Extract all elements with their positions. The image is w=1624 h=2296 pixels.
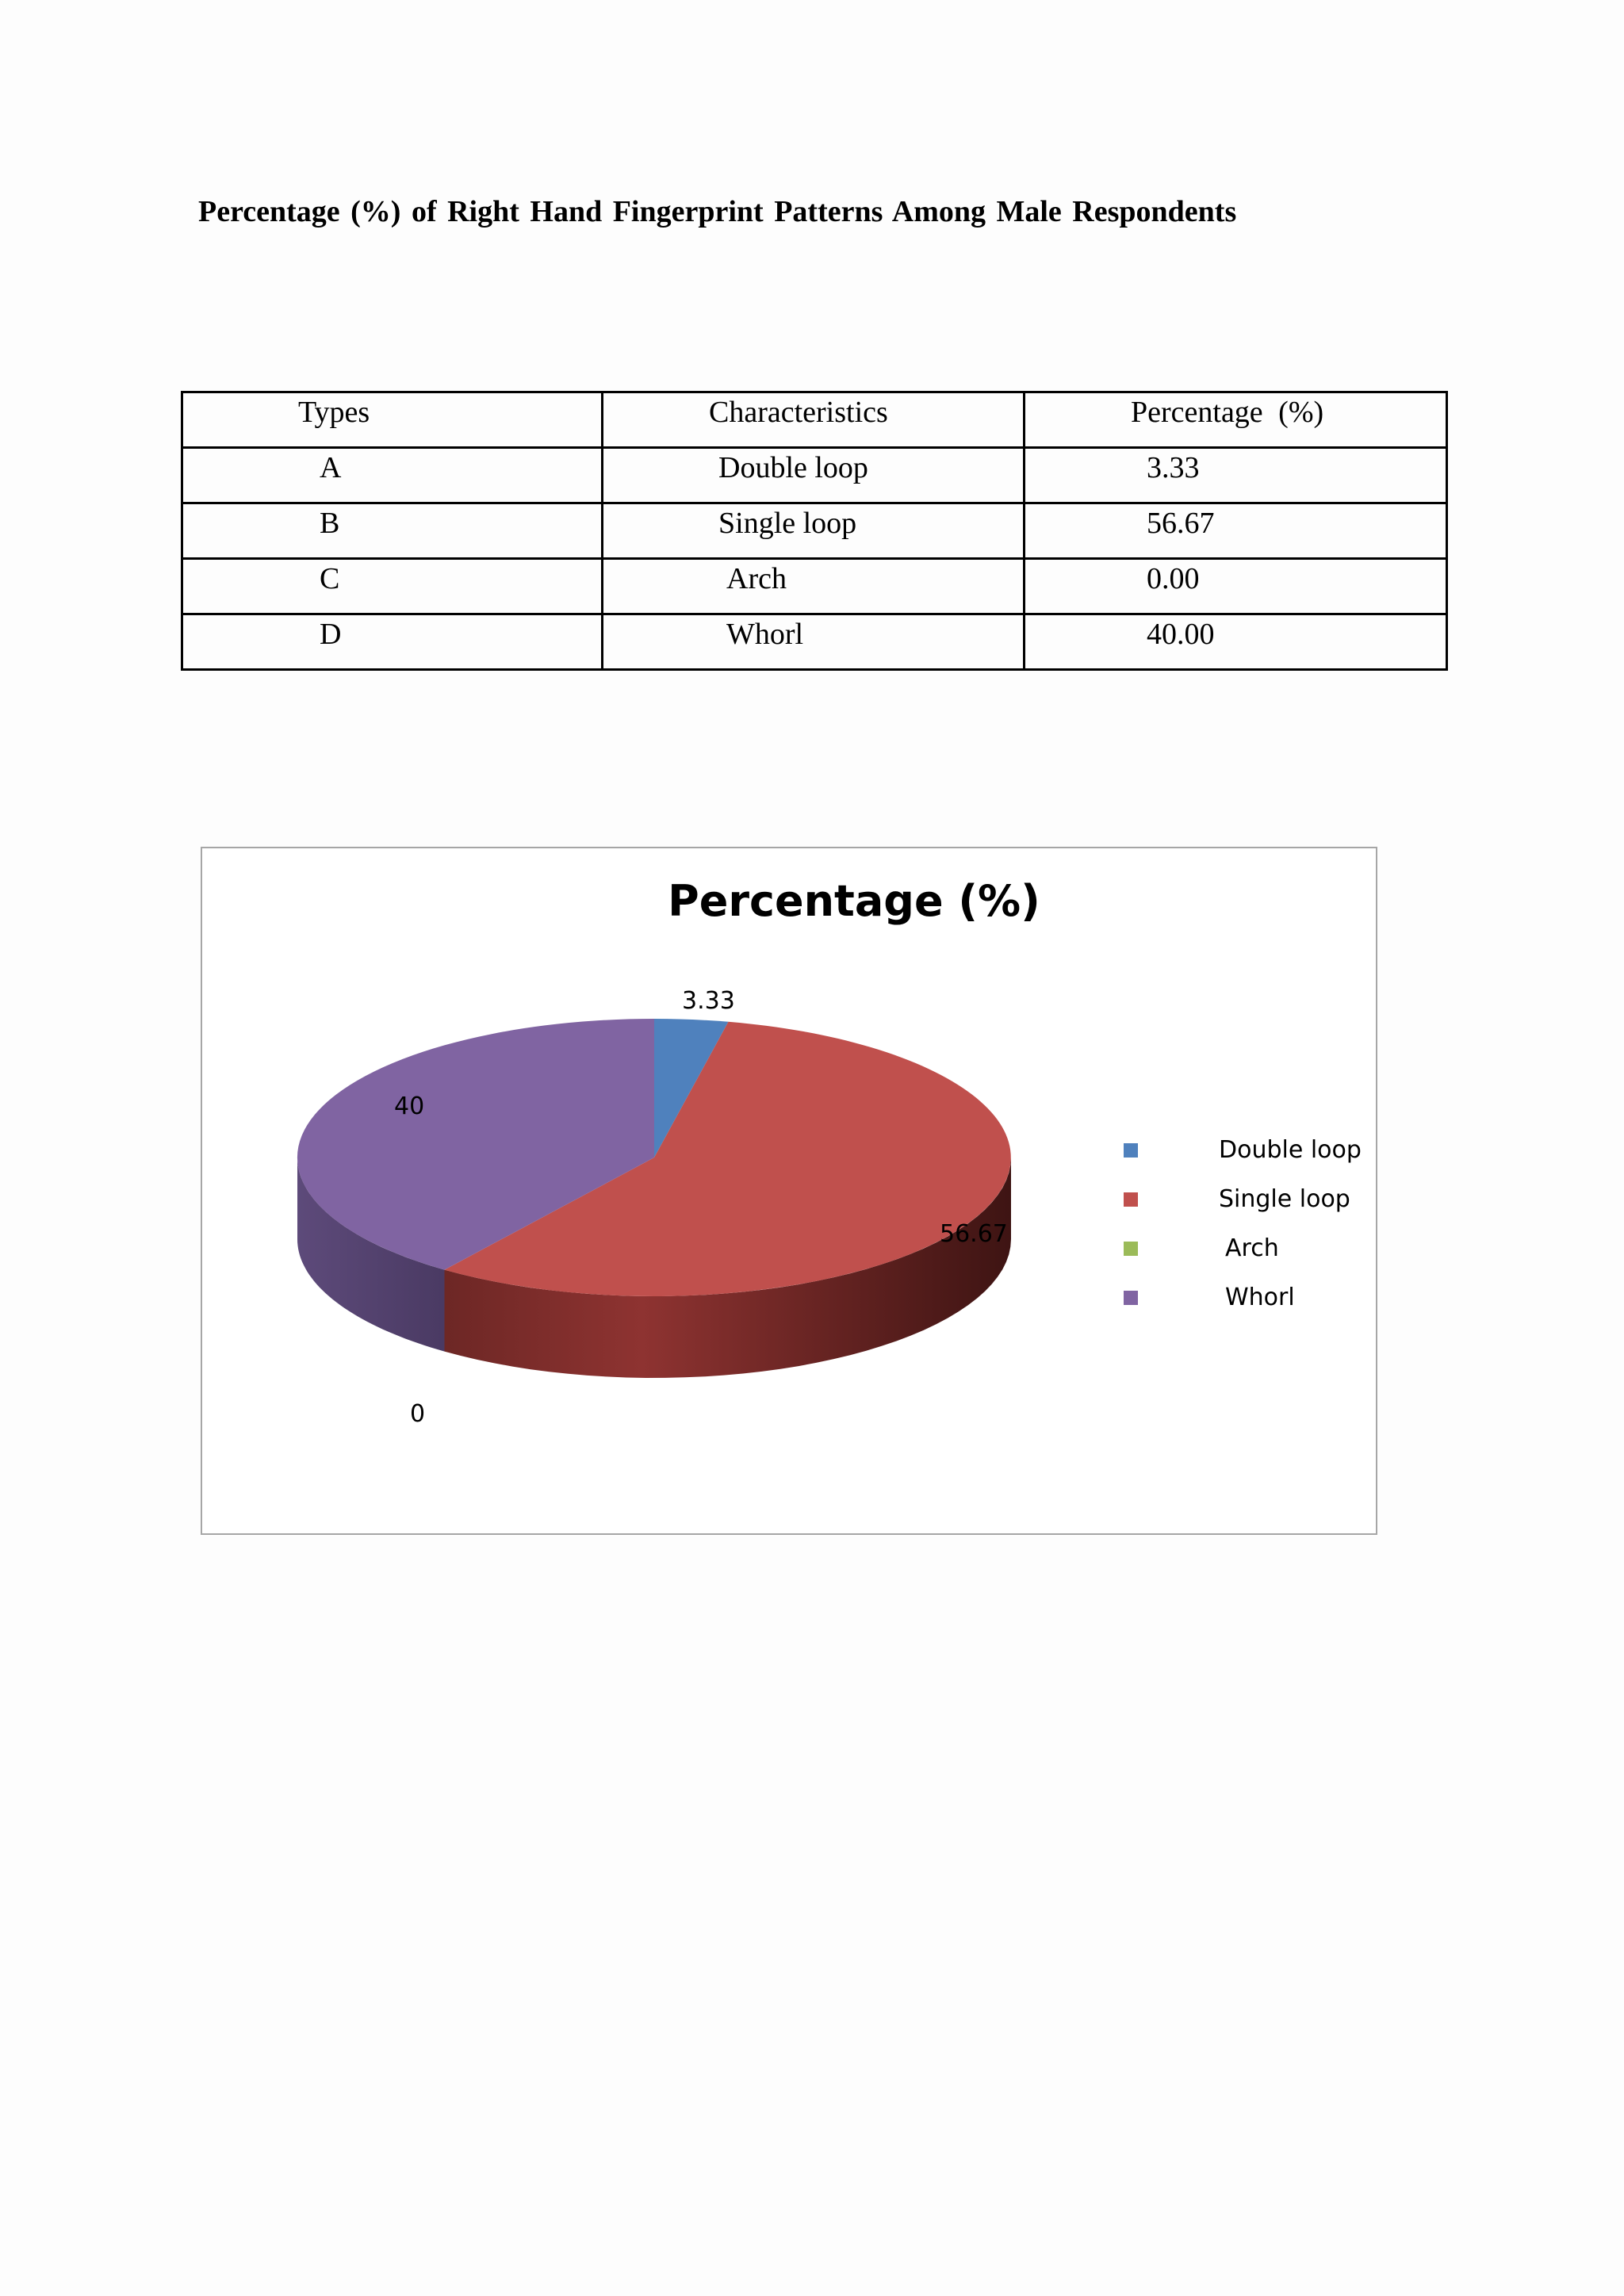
cell-percentage: 56.67	[1025, 503, 1447, 559]
data-label: 56.67	[940, 1220, 1008, 1248]
header-percentage: Percentage (%)	[1025, 392, 1447, 448]
pie-chart-frame	[201, 847, 1377, 1535]
legend-label: Single loop	[1219, 1185, 1350, 1213]
legend-swatch	[1124, 1143, 1138, 1158]
table-row	[182, 503, 1447, 559]
cell-characteristic: Single loop	[603, 503, 1025, 559]
chart-title: Percentage (%)	[668, 876, 1040, 926]
table-row	[182, 559, 1447, 614]
cell-percentage: 3.33	[1025, 448, 1447, 503]
legend-label: Arch	[1225, 1234, 1279, 1262]
pie-tops	[297, 1019, 1011, 1296]
legend-swatch	[1124, 1192, 1138, 1207]
header-characteristics: Characteristics	[603, 392, 1025, 448]
cell-characteristic: Double loop	[603, 448, 1025, 503]
data-label: 3.33	[682, 987, 735, 1015]
cell-characteristic: Arch	[603, 559, 1025, 614]
chart-legend	[1124, 1136, 1362, 1311]
table-row	[182, 448, 1447, 503]
cell-percentage: 40.00	[1025, 614, 1447, 670]
table-header-row	[182, 392, 1447, 448]
document-title: Percentage (%) of Right Hand Fingerprint Patterns Among Male Respondents	[198, 195, 1237, 228]
cell-percentage: 0.00	[1025, 559, 1447, 614]
cell-type: A	[182, 448, 603, 503]
header-types: Types	[182, 392, 603, 448]
data-label: 0	[410, 1400, 426, 1428]
legend-label: Whorl	[1225, 1284, 1295, 1311]
data-label: 40	[394, 1093, 425, 1120]
cell-characteristic: Whorl	[603, 614, 1025, 670]
cell-type: D	[182, 614, 603, 670]
percentage-table	[181, 391, 1448, 671]
table-row	[182, 614, 1447, 670]
pie-chart	[202, 848, 1376, 1533]
cell-type: B	[182, 503, 603, 559]
legend-swatch	[1124, 1242, 1138, 1256]
legend-swatch	[1124, 1291, 1138, 1305]
cell-type: C	[182, 559, 603, 614]
legend-label: Double loop	[1219, 1136, 1362, 1164]
